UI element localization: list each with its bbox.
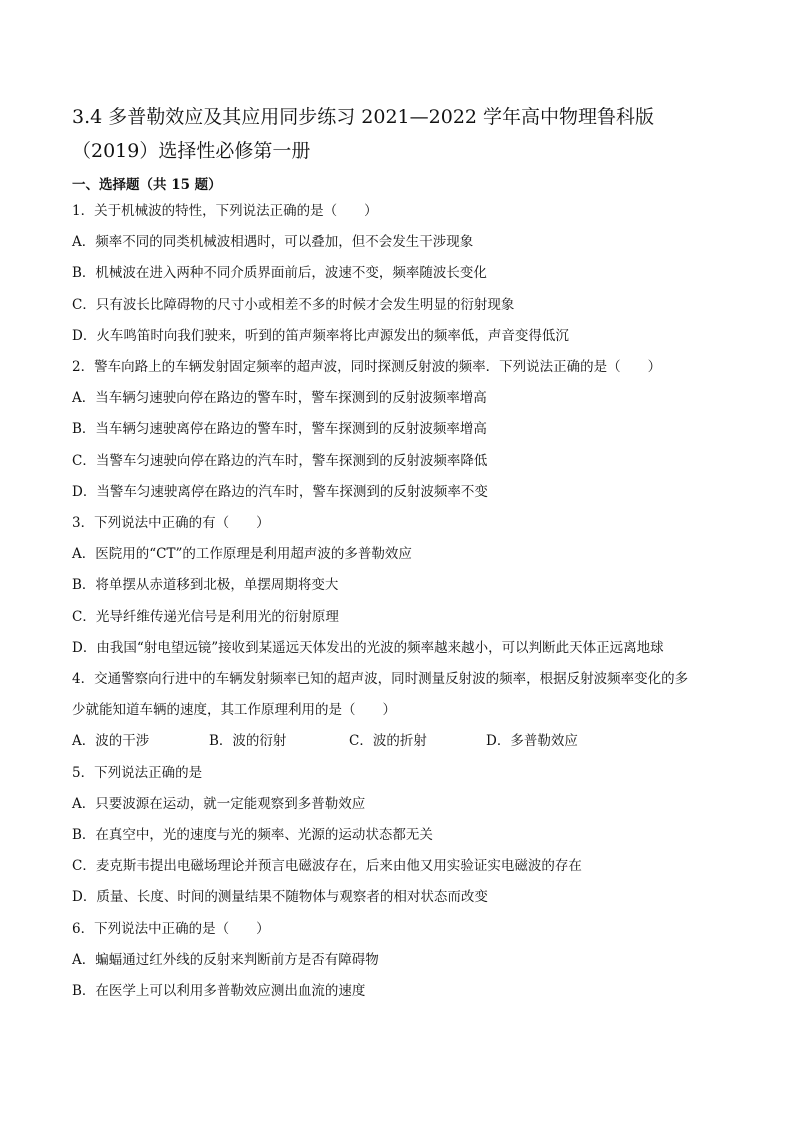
question-2-option-b: B．当车辆匀速驶离停在路边的警车时，警车探测到的反射波频率增高 (72, 421, 487, 438)
question-5-option-a: A．只要波源在运动，就一定能观察到多普勒效应 (72, 795, 366, 812)
question-4-option-d: D．多普勒效应 (486, 733, 578, 750)
question-4-stem-line-2: 少就能知道车辆的速度，其工作原理利用的是（ ） (72, 702, 396, 719)
question-2-option-c: C．当警车匀速驶向停在路边的汽车时，警车探测到的反射波频率降低 (72, 452, 488, 469)
question-3-option-d: D．由我国“射电望远镜”接收到某遥远天体发出的光波的频率越来越小，可以判断此天体正远离地球 (72, 639, 664, 656)
section-heading: 一、选择题（共 15 题） (72, 177, 222, 193)
question-5-option-c: C．麦克斯韦提出电磁场理论并预言电磁波存在，后来由他又用实验证实电磁波的存在 (72, 858, 582, 875)
question-5-stem: 5．下列说法正确的是 (72, 764, 203, 781)
question-5-option-d: D．质量、长度、时间的测量结果不随物体与观察者的相对状态而改变 (72, 889, 488, 906)
question-6-stem: 6．下列说法中正确的是（ ） (72, 920, 270, 937)
question-4-option-a: A．波的干涉 (72, 733, 150, 750)
question-4-stem-line-1: 4．交通警察向行进中的车辆发射频率已知的超声波，同时测量反射波的频率，根据反射波频率变化的多 (72, 671, 689, 688)
question-1-option-c: C．只有波长比障碍物的尺寸小或相差不多的时候才会发生明显的衍射现象 (72, 296, 515, 313)
question-6-option-b: B．在医学上可以利用多普勒效应测出血流的速度 (72, 983, 366, 1000)
question-3-option-a: A．医院用的“CT”的工作原理是利用超声波的多普勒效应 (72, 546, 412, 563)
question-2-option-a: A．当车辆匀速驶向停在路边的警车时，警车探测到的反射波频率增高 (72, 390, 487, 407)
question-4-option-b: B．波的衍射 (209, 733, 287, 750)
question-2-option-d: D．当警车匀速驶离停在路边的汽车时，警车探测到的反射波频率不变 (72, 483, 488, 500)
question-3-option-c: C．光导纤维传递光信号是利用光的衍射原理 (72, 608, 339, 625)
question-1-option-b: B．机械波在进入两种不同介质界面前后，波速不变，频率随波长变化 (72, 265, 487, 282)
question-1 (72, 196, 722, 352)
question-6-option-a: A．蝙蝠通过红外线的反射来判断前方是否有障碍物 (72, 951, 379, 968)
question-1-stem: 1．关于机械波的特性，下列说法正确的是（ ） (72, 203, 378, 219)
question-2 (72, 352, 722, 508)
question-3 (72, 508, 722, 664)
question-6 (72, 914, 722, 1008)
document-page (72, 100, 722, 1007)
question-4-option-c: C．波的折射 (349, 733, 427, 750)
question-5 (72, 758, 722, 914)
question-5-option-b: B．在真空中，光的速度与光的频率、光源的运动状态都无关 (72, 827, 433, 844)
document-title-line-1: 3.4 多普勒效应及其应用同步练习 2021—2022 学年高中物理鲁科版 (72, 106, 655, 128)
question-1-option-a: A．频率不同的同类机械波相遇时，可以叠加，但不会发生干涉现象 (72, 234, 474, 251)
question-4-options-row (72, 726, 722, 757)
question-2-stem: 2．警车向路上的车辆发射固定频率的超声波，同时探测反射波的频率．下列说法正确的是（ ） (72, 359, 662, 376)
question-3-option-b: B．将单摆从赤道移到北极，单摆周期将变大 (72, 577, 339, 594)
question-3-stem: 3．下列说法中正确的有（ ） (72, 515, 270, 532)
document-title-line-2: （2019）选择性必修第一册 (72, 140, 311, 162)
question-4 (72, 664, 722, 758)
question-1-option-d: D．火车鸣笛时向我们驶来，听到的笛声频率将比声源发出的频率低，声音变得低沉 (72, 327, 569, 344)
